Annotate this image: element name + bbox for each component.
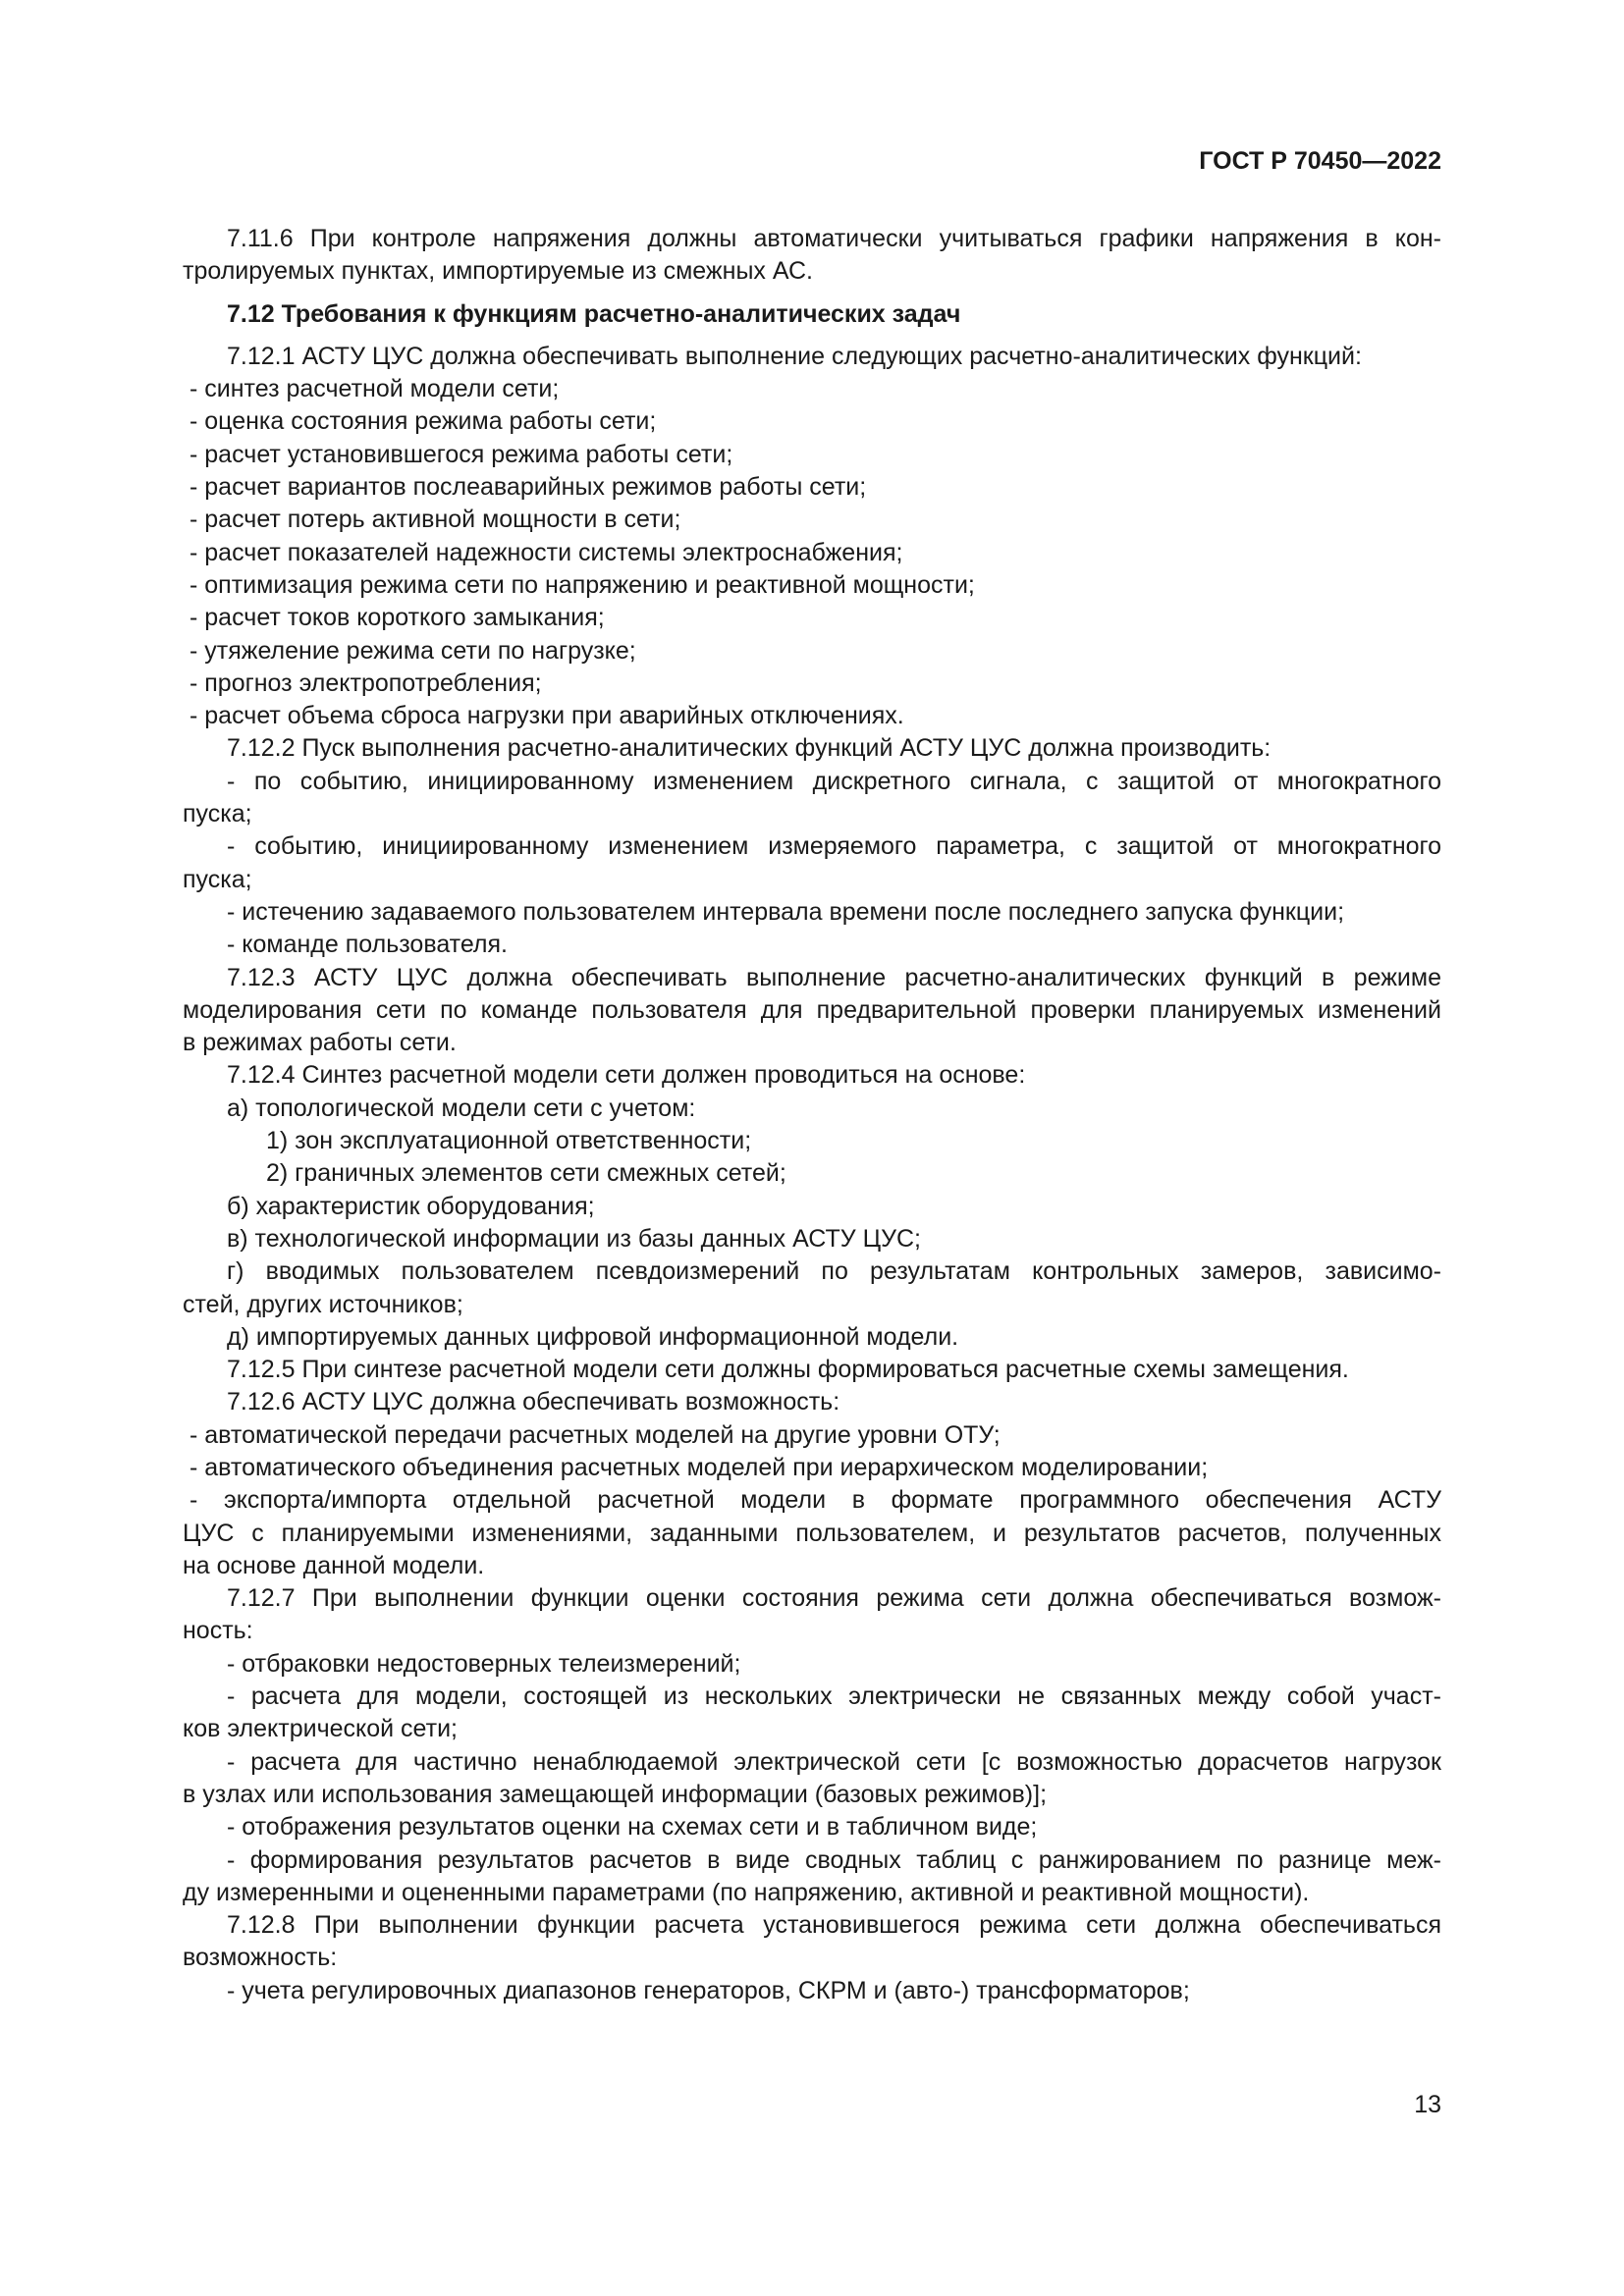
text-line: 7.12.1 АСТУ ЦУС должна обеспечивать выполнение следующих расчетно-аналитических функций: <box>227 342 1362 370</box>
text-line: пуска; <box>183 865 252 893</box>
text-line: - отбраковки недостоверных телеизмерений; <box>227 1649 741 1678</box>
text-line: г) вводимых пользователем псевдоизмерений по результатам контрольных замеров, зависимо- <box>227 1257 1441 1286</box>
page-number: 13 <box>1414 2091 1441 2118</box>
text-line: моделирования сети по команде пользователя для предварительной проверки планируемых изменений <box>183 995 1441 1024</box>
text-line: - расчета для модели, состоящей из нескольких электрически не связанных между собой участ- <box>227 1682 1441 1711</box>
text-line: ду измеренными и оцененными параметрами (по напряжению, активной и реактивной мощности). <box>183 1878 1310 1906</box>
text-line: - оценка состояния режима работы сети; <box>189 407 657 436</box>
text-line: тролируемых пунктах, импортируемые из смежных АС. <box>183 257 814 286</box>
text-line: - отображения результатов оценки на схемах сети и в табличном виде; <box>227 1813 1038 1842</box>
text-line: - экспорта/импорта отдельной расчетной модели в формате программного обеспечения АСТУ <box>189 1486 1441 1515</box>
text-line: - расчет токов короткого замыкания; <box>189 604 605 632</box>
text-line: ков электрической сети; <box>183 1715 458 1743</box>
text-line: д) импортируемых данных цифровой информационной модели. <box>227 1322 959 1351</box>
text-line: стей, других источников; <box>183 1290 463 1318</box>
text-line: 7.12.3 АСТУ ЦУС должна обеспечивать выполнение расчетно-аналитических функций в режиме <box>227 963 1441 991</box>
text-line: - автоматического объединения расчетных моделей при иерархическом моделировании; <box>189 1453 1209 1481</box>
text-line: - прогноз электропотребления; <box>189 668 542 697</box>
text-line: ность: <box>183 1617 253 1645</box>
text-line: 7.12.2 Пуск выполнения расчетно-аналитических функций АСТУ ЦУС должна производить: <box>227 734 1272 763</box>
text-line: 7.12.5 При синтезе расчетной модели сети должны формироваться расчетные схемы замещения. <box>227 1356 1349 1384</box>
section-heading: 7.12 Требования к функциям расчетно-аналитических задач <box>227 299 961 328</box>
text-line: в) технологической информации из базы данных АСТУ ЦУС; <box>227 1224 921 1253</box>
text-line: возможность: <box>183 1944 338 1972</box>
text-line: - расчета для частично ненаблюдаемой электрической сети [с возможностью дорасчетов нагрузок <box>227 1747 1441 1776</box>
text-line: - событию, инициированному изменением измеряемого параметра, с защитой от многократного <box>227 832 1441 861</box>
text-line: ЦУС с планируемыми изменениями, заданными пользователем, и результатов расчетов, полученных <box>183 1519 1441 1547</box>
text-line: - расчет вариантов послеаварийных режимов работы сети; <box>189 473 867 502</box>
standard-header: ГОСТ Р 70450—2022 <box>1199 147 1441 175</box>
text-line: - синтез расчетной модели сети; <box>189 375 560 403</box>
document-body <box>183 223 1441 2007</box>
text-line: 7.12.7 При выполнении функции оценки состояния режима сети должна обеспечиваться возмож- <box>227 1584 1441 1613</box>
text-line: - по событию, инициированному изменением дискретного сигнала, с защитой от многократного <box>227 767 1441 795</box>
text-line: пуска; <box>183 800 252 828</box>
text-line: - команде пользователя. <box>227 931 508 959</box>
text-line: 7.11.6 При контроле напряжения должны автоматически учитываться графики напряжения в кон- <box>227 225 1441 252</box>
text-line: - формирования результатов расчетов в виде сводных таблиц с ранжированием по разнице меж- <box>227 1845 1441 1874</box>
text-line: 7.12.8 При выполнении функции расчета установившегося режима сети должна обеспечиваться <box>227 1911 1441 1940</box>
text-line: 1) зон эксплуатационной ответственности; <box>266 1127 752 1155</box>
text-line: - расчет потерь активной мощности в сети; <box>189 506 681 534</box>
text-line: - расчет установившегося режима работы сети; <box>189 440 733 468</box>
text-line: 7.12.4 Синтез расчетной модели сети должен проводиться на основе: <box>227 1061 1026 1090</box>
text-line: - учета регулировочных диапазонов генераторов, СКРМ и (авто-) трансформаторов; <box>227 1976 1190 2004</box>
text-line: - расчет объема сброса нагрузки при аварийных отключениях. <box>189 702 904 730</box>
text-line: б) характеристик оборудования; <box>227 1192 595 1220</box>
text-line: - расчет показателей надежности системы электроснабжения; <box>189 538 903 566</box>
text-line: 7.12.6 АСТУ ЦУС должна обеспечивать возможность: <box>227 1388 840 1416</box>
text-line: - оптимизация режима сети по напряжению и реактивной мощности; <box>189 570 975 599</box>
text-line: 2) граничных элементов сети смежных сетей; <box>266 1159 786 1188</box>
text-line: на основе данной модели. <box>183 1551 485 1579</box>
text-line: в режимах работы сети. <box>183 1029 457 1057</box>
text-line: - истечению задаваемого пользователем интервала времени после последнего запуска функции; <box>227 897 1345 926</box>
text-line: в узлах или использования замещающей информации (базовых режимов)]; <box>183 1780 1048 1808</box>
text-line: а) топологической модели сети с учетом: <box>227 1094 696 1122</box>
text-line: - автоматической передачи расчетных моделей на другие уровни ОТУ; <box>189 1420 1001 1449</box>
text-line: - утяжеление режима сети по нагрузке; <box>189 636 636 665</box>
